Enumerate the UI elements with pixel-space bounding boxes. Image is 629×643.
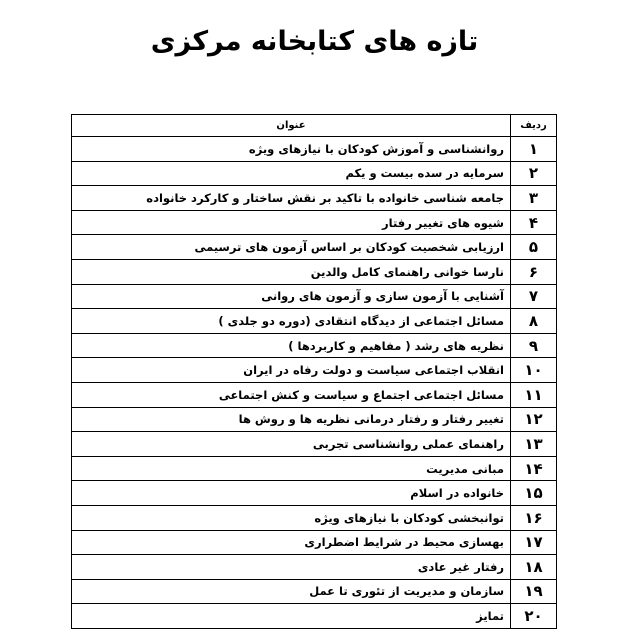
table-row [72, 555, 557, 580]
row-number-cell: ۱۱ [511, 382, 557, 407]
book-title-cell: توانبخشی کودکان با نیازهای ویژه [72, 505, 511, 530]
book-title-cell: مسائل اجتماعی از دیدگاه انتقادی (دوره دو جلدی ) [72, 309, 511, 334]
table-row [72, 505, 557, 530]
row-number-cell: ۹ [511, 333, 557, 358]
table-row [72, 604, 557, 629]
book-title-cell: روانشناسی و آموزش کودکان با نیازهای ویژه [72, 137, 511, 162]
row-number-cell: ۱۵ [511, 481, 557, 506]
table-row [72, 333, 557, 358]
row-number-cell: ۱۳ [511, 432, 557, 457]
row-number-cell: ۱۴ [511, 456, 557, 481]
table-row [72, 186, 557, 211]
table-row [72, 481, 557, 506]
table-row [72, 579, 557, 604]
row-number-cell: ۴ [511, 210, 557, 235]
row-number-cell: ۲۰ [511, 604, 557, 629]
row-number-cell: ۶ [511, 259, 557, 284]
new-books-table [71, 114, 557, 629]
table-row [72, 432, 557, 457]
book-title-cell: نارسا خوانی راهنمای کامل والدین [72, 259, 511, 284]
book-title-cell: انقلاب اجتماعی سیاست و دولت رفاه در ایران [72, 358, 511, 383]
book-title-cell: مبانی مدیریت [72, 456, 511, 481]
book-title-cell: سرمایه در سده بیست و یکم [72, 161, 511, 186]
table-body [72, 137, 557, 629]
row-number-cell: ۱۶ [511, 505, 557, 530]
table-row [72, 530, 557, 555]
book-title-cell: نظریه های رشد ( مفاهیم و کاربردها ) [72, 333, 511, 358]
row-number-cell: ۱۲ [511, 407, 557, 432]
book-title-cell: ارزیابی شخصیت کودکان بر اساس آزمون های ترسیمی [72, 235, 511, 260]
column-header-title: عنوان [72, 115, 511, 137]
row-number-cell: ۷ [511, 284, 557, 309]
book-title-cell: آشنایی با آزمون سازی و آزمون های روانی [72, 284, 511, 309]
book-title-cell: تمایز [72, 604, 511, 629]
table-row [72, 210, 557, 235]
row-number-cell: ۸ [511, 309, 557, 334]
row-number-cell: ۱۰ [511, 358, 557, 383]
column-header-row-number: ردیف [511, 115, 557, 137]
table-row [72, 456, 557, 481]
table-row [72, 382, 557, 407]
row-number-cell: ۵ [511, 235, 557, 260]
book-title-cell: سازمان و مدیریت از تئوری تا عمل [72, 579, 511, 604]
page-title: تازه های کتابخانه مرکزی [150, 26, 479, 57]
table-row [72, 161, 557, 186]
table-row [72, 137, 557, 162]
row-number-cell: ۱۸ [511, 555, 557, 580]
table-row [72, 358, 557, 383]
book-title-cell: شیوه های تغییر رفتار [72, 210, 511, 235]
book-title-cell: بهسازی محیط در شرایط اضطراری [72, 530, 511, 555]
book-title-cell: خانواده در اسلام [72, 481, 511, 506]
table-row [72, 284, 557, 309]
table-header-row [72, 115, 557, 137]
book-title-cell: مسائل اجتماعی اجتماع و سیاست و کنش اجتماعی [72, 382, 511, 407]
row-number-cell: ۲ [511, 161, 557, 186]
row-number-cell: ۱۹ [511, 579, 557, 604]
book-title-cell: رفتار غیر عادی [72, 555, 511, 580]
row-number-cell: ۳ [511, 186, 557, 211]
book-title-cell: تغییر رفتار و رفتار درمانی نظریه ها و روش ها [72, 407, 511, 432]
row-number-cell: ۱۷ [511, 530, 557, 555]
book-title-cell: جامعه شناسی خانواده با تاکید بر نقش ساختار و کارکرد خانواده [72, 186, 511, 211]
row-number-cell: ۱ [511, 137, 557, 162]
table-row [72, 259, 557, 284]
table-row [72, 235, 557, 260]
table-row [72, 407, 557, 432]
table-row [72, 309, 557, 334]
book-title-cell: راهنمای عملی روانشناسی تجربی [72, 432, 511, 457]
